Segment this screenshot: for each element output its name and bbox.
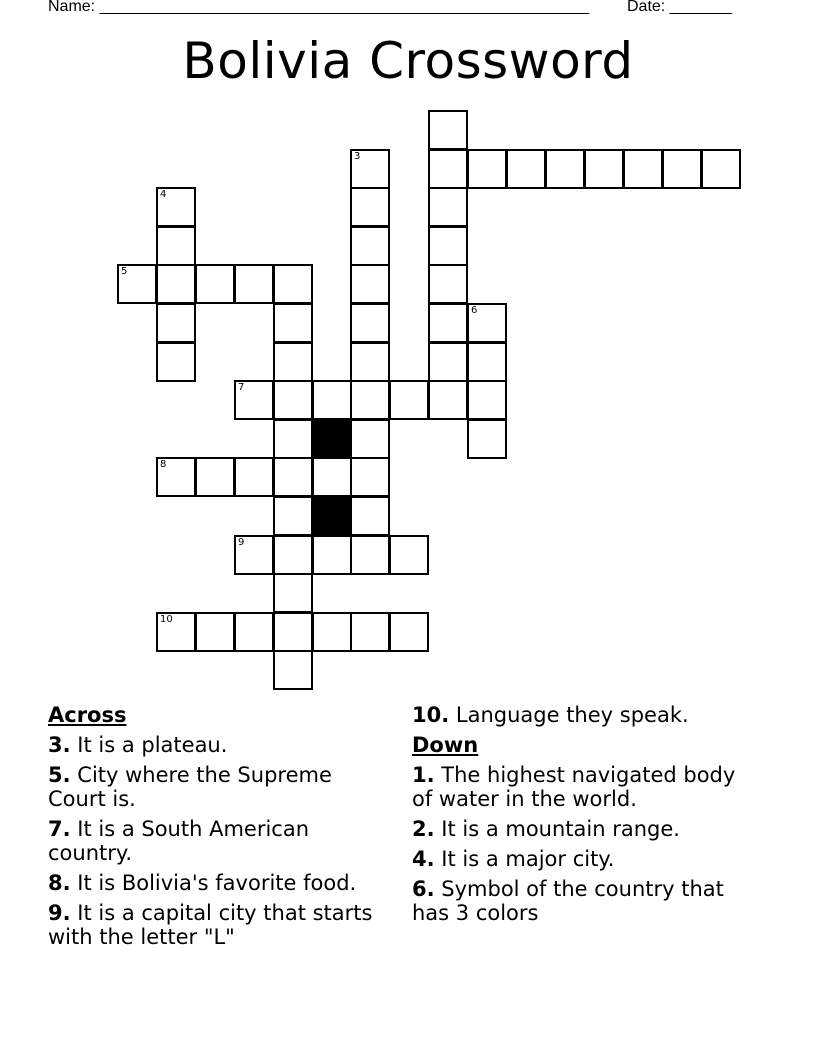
clue-text: It is a South American country.	[48, 817, 310, 865]
grid-cell[interactable]	[467, 149, 507, 189]
grid-cell[interactable]	[701, 149, 741, 189]
clue-text: City where the Supreme Court is.	[48, 763, 332, 811]
grid-cell[interactable]	[389, 612, 429, 652]
grid-cell[interactable]	[389, 380, 429, 420]
grid-cell[interactable]	[623, 149, 663, 189]
clue-number-label: 6	[471, 305, 478, 316]
clue-number: 10.	[412, 703, 450, 727]
grid-cell[interactable]	[195, 457, 235, 497]
grid-cell[interactable]	[350, 612, 390, 652]
grid-cell[interactable]	[156, 457, 196, 497]
grid-cell[interactable]	[273, 264, 313, 304]
clue-number-label: 8	[160, 459, 167, 470]
black-cell	[312, 419, 352, 459]
grid-cell[interactable]	[156, 187, 196, 227]
name-field[interactable]: Name: _______________________________________________________	[48, 0, 589, 15]
across-clue	[48, 817, 393, 865]
grid-cell[interactable]	[428, 303, 468, 343]
grid-cell[interactable]	[350, 342, 390, 382]
across-clue	[412, 703, 757, 727]
grid-cell[interactable]	[506, 149, 546, 189]
clue-number: 2.	[412, 817, 435, 841]
grid-cell[interactable]	[428, 187, 468, 227]
grid-cell[interactable]	[467, 380, 507, 420]
grid-cell[interactable]	[156, 264, 196, 304]
grid-cell[interactable]	[350, 419, 390, 459]
grid-cell[interactable]	[156, 612, 196, 652]
down-clue	[412, 877, 757, 925]
grid-cell[interactable]	[350, 457, 390, 497]
grid-cell[interactable]	[389, 535, 429, 575]
clues-column-left	[48, 703, 393, 955]
clue-number-label: 3	[354, 151, 361, 162]
clue-text: It is a plateau.	[77, 733, 228, 757]
clue-number: 7.	[48, 817, 71, 841]
down-heading: Down	[412, 733, 479, 757]
across-clue	[48, 871, 393, 895]
across-clue	[48, 901, 393, 949]
grid-cell[interactable]	[350, 380, 390, 420]
grid-cell[interactable]	[273, 380, 313, 420]
grid-cell[interactable]	[312, 457, 352, 497]
grid-cell[interactable]	[273, 496, 313, 536]
across-clue	[48, 733, 393, 757]
grid-cell[interactable]	[545, 149, 585, 189]
down-clue	[412, 763, 757, 811]
grid-cell[interactable]	[467, 419, 507, 459]
grid-cell[interactable]	[350, 303, 390, 343]
grid-cell[interactable]	[156, 342, 196, 382]
clue-number: 1.	[412, 763, 435, 787]
grid-cell[interactable]	[662, 149, 702, 189]
grid-cell[interactable]	[350, 496, 390, 536]
clue-number: 3.	[48, 733, 71, 757]
clue-number: 6.	[412, 877, 435, 901]
grid-cell[interactable]	[273, 612, 313, 652]
grid-cell[interactable]	[195, 264, 235, 304]
date-field[interactable]: Date: _______	[627, 0, 732, 15]
clue-text: It is a mountain range.	[441, 817, 680, 841]
black-cell	[312, 496, 352, 536]
grid-cell[interactable]	[273, 535, 313, 575]
clue-number-label: 5	[121, 266, 128, 277]
grid-cell[interactable]	[273, 342, 313, 382]
grid-cell[interactable]	[273, 419, 313, 459]
clue-text: Symbol of the country that has 3 colors	[412, 877, 724, 925]
down-clue	[412, 847, 757, 871]
clue-text: It is a major city.	[441, 847, 615, 871]
grid-cell[interactable]	[350, 535, 390, 575]
clue-number: 9.	[48, 901, 71, 925]
clue-number: 4.	[412, 847, 435, 871]
grid-cell[interactable]	[273, 573, 313, 613]
grid-cell[interactable]	[312, 535, 352, 575]
grid-cell[interactable]	[428, 264, 468, 304]
grid-cell[interactable]	[428, 342, 468, 382]
grid-cell[interactable]	[234, 457, 274, 497]
clues-column-right	[412, 703, 757, 931]
grid-cell[interactable]	[234, 264, 274, 304]
grid-cell[interactable]	[584, 149, 624, 189]
grid-cell[interactable]	[350, 149, 390, 189]
grid-cell[interactable]	[467, 303, 507, 343]
clue-number-label: 4	[160, 189, 167, 200]
clue-number: 5.	[48, 763, 71, 787]
clue-number-label: 10	[160, 614, 173, 625]
down-clue	[412, 817, 757, 841]
grid-cell[interactable]	[234, 380, 274, 420]
clue-text: Language they speak.	[455, 703, 689, 727]
clue-text: It is Bolivia's favorite food.	[77, 871, 357, 895]
grid-cell[interactable]	[428, 149, 468, 189]
grid-cell[interactable]	[234, 612, 274, 652]
grid-cell[interactable]	[195, 612, 235, 652]
grid-cell[interactable]	[350, 226, 390, 266]
grid-cell[interactable]	[273, 650, 313, 690]
grid-cell[interactable]	[273, 303, 313, 343]
grid-cell[interactable]	[156, 226, 196, 266]
grid-cell[interactable]	[350, 264, 390, 304]
clue-text: It is a capital city that starts with the letter "L"	[48, 901, 373, 949]
grid-cell[interactable]	[312, 612, 352, 652]
grid-cell[interactable]	[428, 110, 468, 150]
grid-cell[interactable]	[117, 264, 157, 304]
clue-number: 8.	[48, 871, 71, 895]
grid-cell[interactable]	[273, 457, 313, 497]
clue-number-label: 7	[238, 382, 245, 393]
grid-cell[interactable]	[350, 187, 390, 227]
grid-cell[interactable]	[234, 535, 274, 575]
grid-cell[interactable]	[312, 380, 352, 420]
grid-cell[interactable]	[467, 342, 507, 382]
across-heading: Across	[48, 703, 127, 727]
clue-text: The highest navigated body of water in the world.	[412, 763, 736, 811]
across-clue	[48, 763, 393, 811]
page-title: Bolivia Crossword	[182, 32, 634, 90]
grid-cell[interactable]	[156, 303, 196, 343]
grid-cell[interactable]	[428, 226, 468, 266]
clue-number-label: 9	[238, 537, 245, 548]
grid-cell[interactable]	[428, 380, 468, 420]
